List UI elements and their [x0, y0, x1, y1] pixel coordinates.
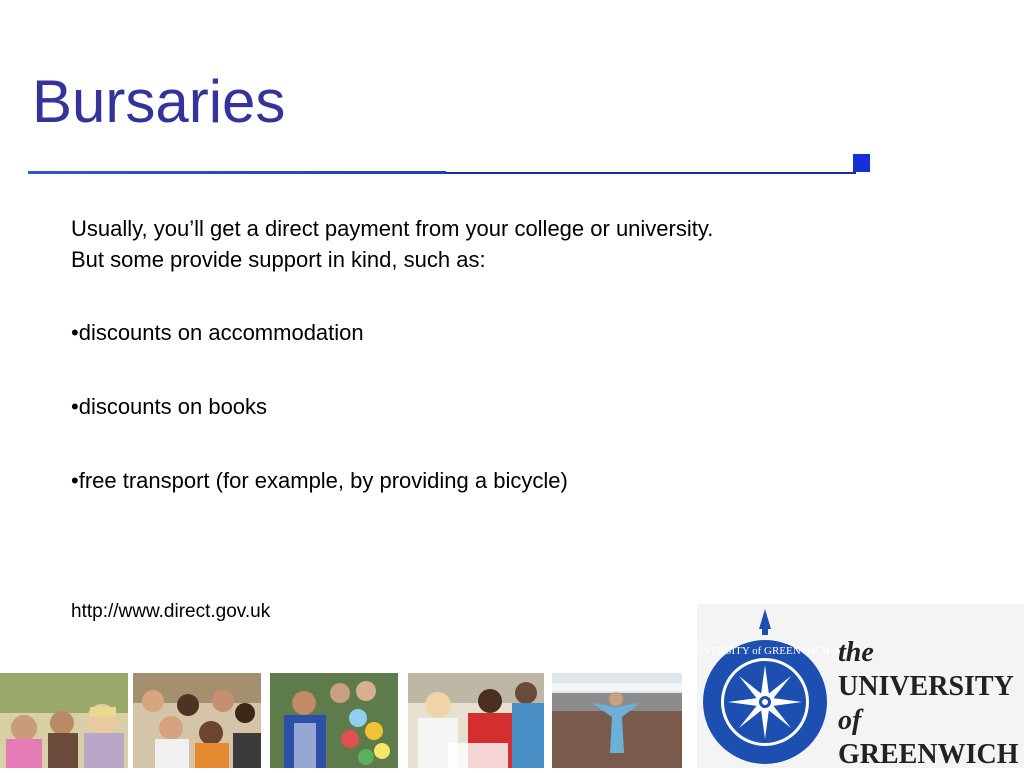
wordmark-greenwich: GREENWICH — [838, 739, 1019, 770]
university-seal — [683, 607, 847, 772]
intro-line-2: But some provide support in kind, such as: — [71, 247, 486, 272]
bullet-item: •discounts on books — [71, 394, 268, 419]
intro-line-1: Usually, you’ll get a direct payment from your college or university. — [71, 216, 714, 241]
student-photo-3 — [270, 673, 398, 768]
wordmark-the: the — [838, 637, 874, 668]
wordmark-university: UNIVERSITY — [838, 671, 1014, 702]
title-underline-thin — [446, 172, 856, 174]
source-url: http://www.direct.gov.uk — [71, 601, 271, 622]
student-photo-4 — [408, 673, 544, 768]
wordmark-of: of — [838, 705, 862, 736]
bullet-item: •free transport (for example, by providing a bicycle) — [71, 468, 568, 493]
student-photo-5 — [552, 673, 682, 768]
bullet-item: •discounts on accommodation — [71, 320, 364, 345]
seal-text: UNIVERSITY of GREENWICH the — [683, 645, 847, 657]
university-wordmark — [838, 636, 1018, 772]
title-underline-square — [853, 154, 870, 172]
student-photo-1 — [0, 673, 128, 768]
student-photo-2 — [133, 673, 261, 768]
slide-title: Bursaries — [32, 68, 286, 135]
title-underline — [28, 171, 446, 174]
intro-paragraph — [71, 213, 871, 275]
